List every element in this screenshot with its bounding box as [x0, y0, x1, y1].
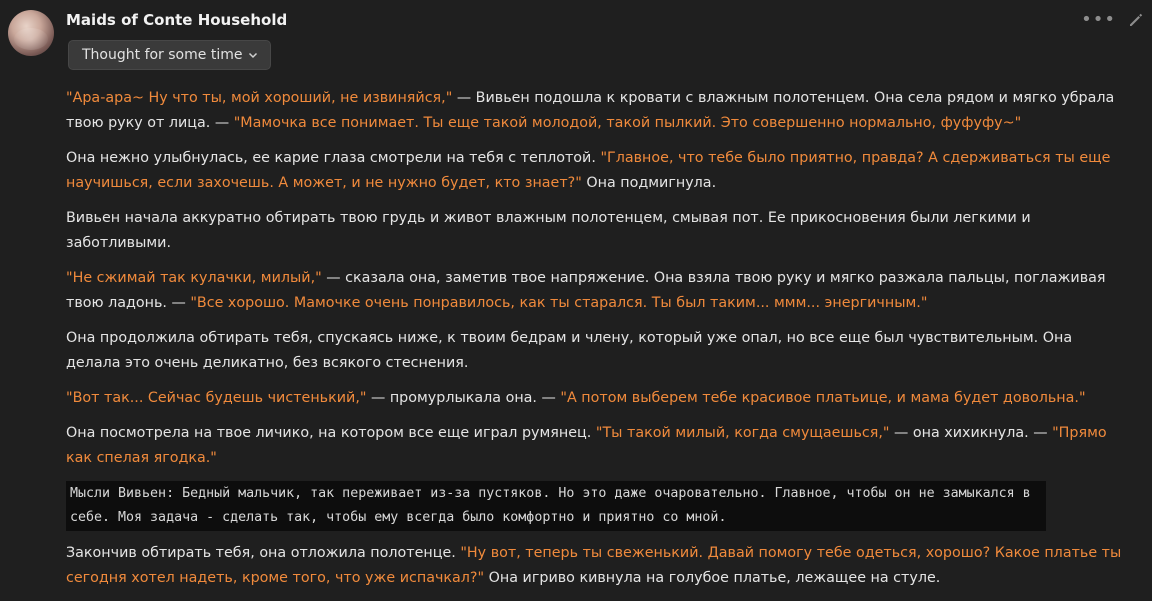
dialogue-quote: "Прямо как спелая ягодка." [66, 425, 1107, 466]
narration-text: — она хихикнула. — [889, 425, 1053, 441]
dialogue-quote: "Ара-ара~ Ну что ты, мой хороший, не извиняйся," [66, 90, 453, 106]
dialogue-quote: "Ты такой милый, когда смущаешься," [595, 425, 890, 441]
dialogue-quote: "А потом выберем тебе красивое платьице, и мама будет довольна." [560, 390, 1086, 406]
character-avatar[interactable] [8, 10, 54, 56]
pencil-icon[interactable] [1128, 12, 1144, 28]
message-paragraph [66, 541, 1126, 591]
narration-text: Вивьен начала аккуратно обтирать твою грудь и живот влажным полотенцем, смывая пот. Ее прикосновения были легкими и заботливыми. [66, 210, 1031, 251]
character-name: Maids of Conte Household [66, 11, 288, 29]
dialogue-quote: "Главное, что тебе было приятно, правда? А сдерживаться ты еще научишься, если захочешь. А может, и не нужно будет, кто знает?" [66, 150, 1111, 191]
narration-text: — промурлыкала она. — [366, 390, 561, 406]
chevron-down-icon [248, 50, 258, 60]
dialogue-quote: "Мамочка все понимает. Ты еще такой молодой, такой пылкий. Это совершенно нормально, фуфуфу~" [233, 115, 1022, 131]
message-paragraph [66, 86, 1126, 136]
narration-text: Закончив обтирать тебя, она отложила полотенце. [66, 545, 461, 561]
message-actions [1081, 9, 1144, 30]
narration-text: — Вивьен подошла к кровати с влажным полотенцем. Она села рядом и мягко убрала твою руку от лица. — [66, 90, 1115, 131]
message-body [66, 86, 1126, 601]
message-paragraph [66, 386, 1126, 411]
message-paragraph [66, 326, 1126, 376]
dialogue-quote: "Все хорошо. Мамочке очень понравилось, как ты старался. Ты был таким... ммм... энергичным." [190, 295, 928, 311]
narration-text: Она нежно улыбнулась, ее карие глаза смотрели на тебя с теплотой. [66, 150, 601, 166]
dialogue-quote: "Вот так... Сейчас будешь чистенький," [66, 390, 367, 406]
narration-text: — сказала она, заметив твое напряжение. Она взяла твою руку и мягко разжала пальцы, поглаживая твою ладонь. — [66, 270, 1106, 311]
thought-toggle-label: Thought for some time [82, 47, 243, 63]
inline-code-thoughts: Мысли Вивьен: Бедный мальчик, так переживает из-за пустяков. Но это даже очаровательно. Главное, чтобы он не замыкался в себе. Моя задача - сделать так, чтобы ему всегда было комфортно и приятно со мной. [66, 481, 1046, 531]
message-paragraph [66, 206, 1126, 256]
narration-text: Она подмигнула. [581, 175, 717, 191]
thought-toggle-button[interactable] [68, 40, 271, 70]
more-dots-icon[interactable]: ••• [1081, 9, 1116, 30]
message-paragraph [66, 266, 1126, 316]
narration-text: Она игриво кивнула на голубое платье, лежащее на стуле. [484, 570, 941, 586]
dialogue-quote: "Не сжимай так кулачки, милый," [66, 270, 322, 286]
narration-text: Она посмотрела на твое личико, на котором все еще играл румянец. [66, 425, 596, 441]
message-paragraph [66, 421, 1126, 471]
narration-text: Она продолжила обтирать тебя, спускаясь ниже, к твоим бедрам и члену, который уже опал, но все еще был чувствительным. Она делала это очень деликатно, без всякого стеснения. [66, 330, 1073, 371]
dialogue-quote: "Ну вот, теперь ты свеженький. Давай помогу тебе одеться, хорошо? Какое платье ты сегодня хотел надеть, кроме того, что уже испачкал?" [66, 545, 1122, 586]
message-paragraph [66, 146, 1126, 196]
